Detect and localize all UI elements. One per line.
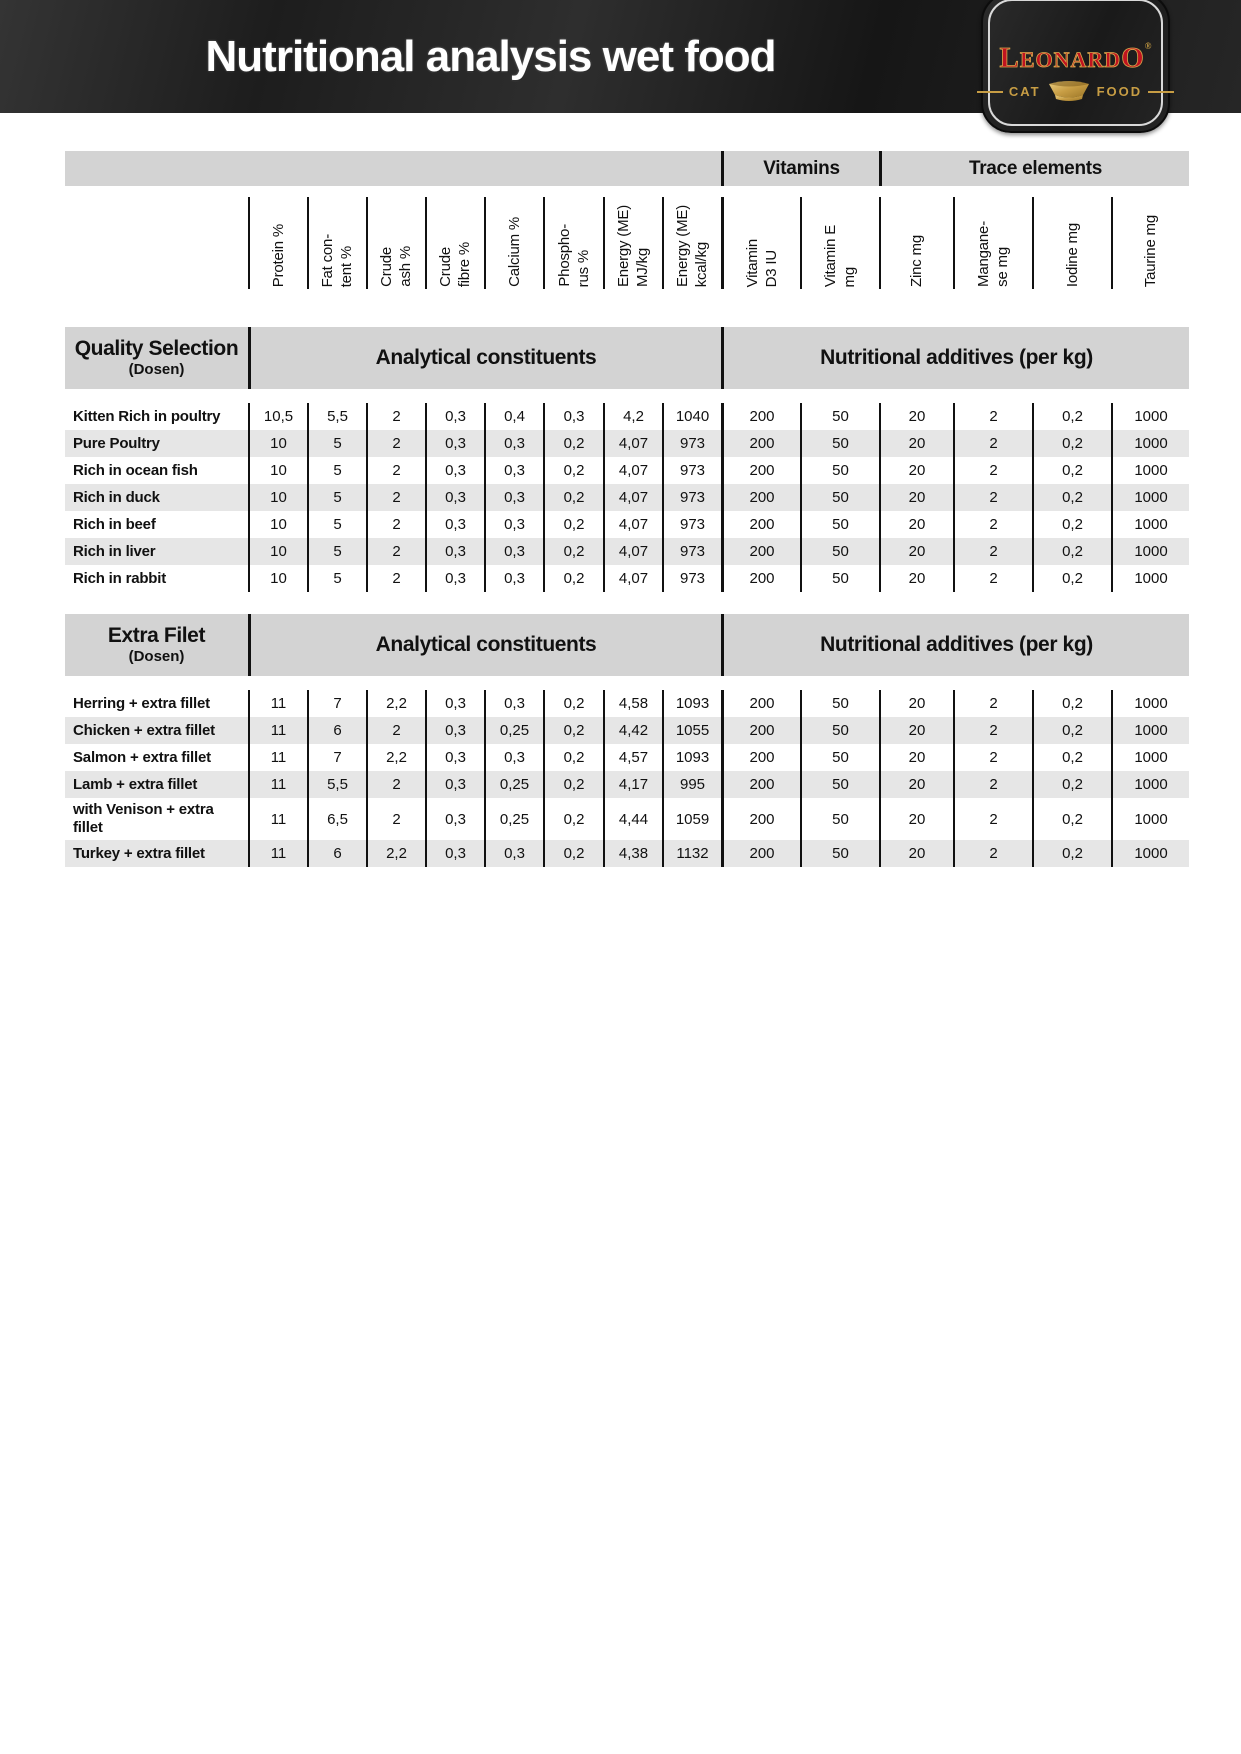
col-header-iodine (1032, 197, 1111, 289)
nutritional-additives-header: Nutritional additives (per kg) (721, 327, 1189, 389)
cell-vitamin-d3: 200 (721, 457, 800, 484)
section-band (65, 614, 1189, 676)
cell-crude-fibre: 0,3 (425, 403, 484, 430)
cell-iodine: 0,2 (1032, 511, 1111, 538)
cell-crude-ash: 2 (366, 771, 425, 798)
cell-vitamin-d3: 200 (721, 690, 800, 717)
cell-calcium: 0,3 (484, 690, 543, 717)
row-label: Chicken + extra fillet (73, 721, 215, 739)
cell-crude-fibre: 0,3 (425, 744, 484, 771)
logo-wordmark (1000, 42, 1152, 73)
cell-crude-fibre: 0,3 (425, 565, 484, 592)
col-header-text: Crude (378, 247, 396, 287)
cell-protein: 10 (248, 538, 307, 565)
logo-letter: O (1121, 42, 1145, 74)
col-header-zinc (879, 197, 953, 289)
logo-content (983, 42, 1168, 103)
cell-vitamin-e: 50 (800, 717, 879, 744)
cell-protein: 11 (248, 798, 307, 840)
logo-letter: L (999, 42, 1020, 74)
col-header-text: fibre % (456, 241, 473, 287)
cell-crude-fibre: 0,3 (425, 538, 484, 565)
cell-energy-mj: 4,07 (603, 484, 662, 511)
cat-bowl-icon (1047, 80, 1091, 103)
cell-energy-kcal: 973 (662, 538, 721, 565)
col-header-fat-content (307, 197, 366, 289)
cell-vitamin-e: 50 (800, 457, 879, 484)
cell-phosphorus: 0,2 (543, 798, 603, 840)
col-header-text: tent % (338, 245, 355, 287)
col-header-text: Iodine mg (1063, 222, 1081, 287)
cell-energy-kcal: 1055 (662, 717, 721, 744)
cell-manganese: 2 (953, 538, 1032, 565)
cell-zinc: 20 (879, 403, 953, 430)
cell-energy-mj: 4,07 (603, 511, 662, 538)
cell-vitamin-d3: 200 (721, 511, 800, 538)
cell-protein: 10 (248, 430, 307, 457)
cell-iodine: 0,2 (1032, 840, 1111, 867)
section-band (65, 327, 1189, 389)
cell-iodine: 0,2 (1032, 744, 1111, 771)
row-label: Kitten Rich in poultry (73, 407, 221, 425)
cell-protein: 10 (248, 484, 307, 511)
col-header-text: Energy (ME) (674, 205, 692, 287)
group-header-bar (65, 151, 1189, 186)
nutrition-table (65, 151, 1189, 867)
cell-zinc: 20 (879, 538, 953, 565)
section-title-cell (65, 327, 248, 389)
cell-protein: 10 (248, 457, 307, 484)
cell-vitamin-d3: 200 (721, 798, 800, 840)
nutritional-additives-header: Nutritional additives (per kg) (721, 614, 1189, 676)
cell-vitamin-e: 50 (800, 744, 879, 771)
col-header-manganese (953, 197, 1032, 289)
cell-phosphorus: 0,2 (543, 840, 603, 867)
cell-taurine: 1000 (1111, 430, 1189, 457)
group-header-trace-elements: Trace elements (879, 151, 1189, 186)
cell-iodine: 0,2 (1032, 403, 1111, 430)
cell-vitamin-d3: 200 (721, 484, 800, 511)
cell-manganese: 2 (953, 798, 1032, 840)
col-header-text: Zinc mg (908, 235, 926, 287)
cell-manganese: 2 (953, 771, 1032, 798)
cell-taurine: 1000 (1111, 717, 1189, 744)
col-header-text: Phospho- (555, 224, 573, 287)
section-quality-selection (65, 327, 1189, 592)
cell-energy-mj: 4,07 (603, 565, 662, 592)
cell-fat-content: 5,5 (307, 403, 366, 430)
cell-fat-content: 5 (307, 511, 366, 538)
row-label: Rich in liver (73, 542, 156, 560)
section-subtitle: (Dosen) (128, 361, 185, 379)
cell-taurine: 1000 (1111, 538, 1189, 565)
section-subtitle: (Dosen) (128, 648, 185, 666)
cell-calcium: 0,3 (484, 840, 543, 867)
cell-fat-content: 5 (307, 565, 366, 592)
cell-phosphorus: 0,2 (543, 457, 603, 484)
analytical-constituents-header: Analytical constituents (248, 327, 721, 389)
table-sections (65, 327, 1189, 867)
row-label: Herring + extra fillet (73, 694, 210, 712)
cell-crude-ash: 2 (366, 403, 425, 430)
col-header-energy-mj (603, 197, 662, 289)
cell-iodine: 0,2 (1032, 430, 1111, 457)
cell-crude-fibre: 0,3 (425, 457, 484, 484)
cell-crude-fibre: 0,3 (425, 690, 484, 717)
cell-crude-ash: 2 (366, 798, 425, 840)
col-header-crude-fibre (425, 197, 484, 289)
table-row (65, 771, 1189, 798)
cell-phosphorus: 0,2 (543, 430, 603, 457)
cell-energy-mj: 4,07 (603, 538, 662, 565)
table-row (65, 511, 1189, 538)
cell-calcium: 0,25 (484, 798, 543, 840)
cell-vitamin-d3: 200 (721, 565, 800, 592)
cell-manganese: 2 (953, 403, 1032, 430)
cell-zinc: 20 (879, 565, 953, 592)
cell-vitamin-d3: 200 (721, 430, 800, 457)
cell-calcium: 0,25 (484, 717, 543, 744)
cell-energy-mj: 4,2 (603, 403, 662, 430)
col-header-text: Mangane- (975, 221, 993, 287)
cell-calcium: 0,3 (484, 538, 543, 565)
cell-crude-fibre: 0,3 (425, 771, 484, 798)
cell-iodine: 0,2 (1032, 538, 1111, 565)
col-header-text: MJ/kg (634, 247, 651, 287)
row-label: Pure Poultry (73, 434, 160, 452)
cell-zinc: 20 (879, 840, 953, 867)
cell-crude-ash: 2 (366, 717, 425, 744)
cell-energy-kcal: 973 (662, 457, 721, 484)
row-label: Lamb + extra fillet (73, 775, 198, 793)
cell-iodine: 0,2 (1032, 457, 1111, 484)
col-header-text: Protein % (269, 223, 287, 287)
cell-protein: 10,5 (248, 403, 307, 430)
cell-vitamin-d3: 200 (721, 744, 800, 771)
cell-phosphorus: 0,2 (543, 690, 603, 717)
cell-vitamin-d3: 200 (721, 771, 800, 798)
cell-taurine: 1000 (1111, 690, 1189, 717)
section-title: Extra Filet (107, 624, 206, 648)
cell-iodine: 0,2 (1032, 798, 1111, 840)
cell-fat-content: 6 (307, 840, 366, 867)
col-header-text: Vitamin (743, 238, 761, 287)
cell-manganese: 2 (953, 484, 1032, 511)
cell-phosphorus: 0,2 (543, 744, 603, 771)
table-row (65, 840, 1189, 867)
section-rows (65, 690, 1189, 867)
cell-energy-kcal: 995 (662, 771, 721, 798)
cell-crude-ash: 2,2 (366, 744, 425, 771)
col-header-energy-kcal (662, 197, 721, 289)
col-header-text: Calcium % (505, 217, 523, 287)
cell-vitamin-e: 50 (800, 538, 879, 565)
cell-fat-content: 5 (307, 457, 366, 484)
cell-zinc: 20 (879, 430, 953, 457)
table-row (65, 798, 1189, 840)
row-label: with Venison + extra fillet (73, 801, 214, 836)
section-title-cell (65, 614, 248, 676)
gold-rule (1148, 91, 1174, 93)
cell-taurine: 1000 (1111, 403, 1189, 430)
col-header-calcium (484, 197, 543, 289)
cell-manganese: 2 (953, 690, 1032, 717)
cell-phosphorus: 0,3 (543, 403, 603, 430)
cell-crude-fibre: 0,3 (425, 717, 484, 744)
cell-energy-mj: 4,07 (603, 457, 662, 484)
cell-manganese: 2 (953, 565, 1032, 592)
cell-fat-content: 7 (307, 690, 366, 717)
row-label: Rich in ocean fish (73, 461, 198, 479)
table-row (65, 457, 1189, 484)
cell-vitamin-e: 50 (800, 430, 879, 457)
cell-energy-kcal: 1093 (662, 744, 721, 771)
cell-calcium: 0,3 (484, 484, 543, 511)
cell-manganese: 2 (953, 840, 1032, 867)
row-label: Turkey + extra fillet (73, 844, 205, 862)
cell-protein: 10 (248, 565, 307, 592)
table-row (65, 403, 1189, 430)
cell-vitamin-e: 50 (800, 565, 879, 592)
table-row (65, 717, 1189, 744)
cell-iodine: 0,2 (1032, 771, 1111, 798)
cell-iodine: 0,2 (1032, 484, 1111, 511)
cell-crude-ash: 2,2 (366, 690, 425, 717)
cell-crude-ash: 2,2 (366, 840, 425, 867)
cell-energy-kcal: 1093 (662, 690, 721, 717)
cell-crude-ash: 2 (366, 430, 425, 457)
logo-food-label: FOOD (1096, 84, 1143, 99)
cell-energy-kcal: 1040 (662, 403, 721, 430)
cell-iodine: 0,2 (1032, 565, 1111, 592)
cell-vitamin-e: 50 (800, 690, 879, 717)
col-header-text: D3 IU (762, 249, 780, 287)
cell-manganese: 2 (953, 717, 1032, 744)
cell-fat-content: 5 (307, 538, 366, 565)
cell-phosphorus: 0,2 (543, 511, 603, 538)
table-row (65, 565, 1189, 592)
cell-taurine: 1000 (1111, 771, 1189, 798)
cell-iodine: 0,2 (1032, 690, 1111, 717)
cell-phosphorus: 0,2 (543, 484, 603, 511)
cell-energy-mj: 4,57 (603, 744, 662, 771)
column-header-spacer (65, 197, 248, 289)
cell-fat-content: 5 (307, 484, 366, 511)
cell-fat-content: 6 (307, 717, 366, 744)
col-header-text: kcal/kg (693, 241, 710, 287)
section-rows (65, 403, 1189, 592)
cell-protein: 11 (248, 717, 307, 744)
col-header-crude-ash (366, 197, 425, 289)
cell-crude-ash: 2 (366, 511, 425, 538)
cell-fat-content: 7 (307, 744, 366, 771)
cell-zinc: 20 (879, 771, 953, 798)
col-header-text: mg (841, 266, 858, 287)
page-title: Nutritional analysis wet food (205, 31, 776, 81)
section-extra-filet (65, 614, 1189, 867)
cell-vitamin-e: 50 (800, 403, 879, 430)
section-title: Quality Selection (74, 337, 239, 361)
table-row (65, 430, 1189, 457)
cell-crude-fibre: 0,3 (425, 511, 484, 538)
cell-manganese: 2 (953, 744, 1032, 771)
cell-protein: 11 (248, 744, 307, 771)
cell-vitamin-e: 50 (800, 840, 879, 867)
col-header-phosphorus (543, 197, 603, 289)
row-label: Rich in rabbit (73, 569, 167, 587)
cell-energy-mj: 4,38 (603, 840, 662, 867)
cell-energy-kcal: 973 (662, 484, 721, 511)
col-header-text: rus % (574, 249, 592, 287)
cell-calcium: 0,25 (484, 771, 543, 798)
cell-zinc: 20 (879, 717, 953, 744)
cell-phosphorus: 0,2 (543, 717, 603, 744)
cell-zinc: 20 (879, 690, 953, 717)
col-header-text: Vitamin E (822, 224, 840, 287)
cell-energy-mj: 4,42 (603, 717, 662, 744)
analytical-constituents-header: Analytical constituents (248, 614, 721, 676)
cell-calcium: 0,4 (484, 403, 543, 430)
cell-zinc: 20 (879, 511, 953, 538)
cell-crude-fibre: 0,3 (425, 484, 484, 511)
cell-vitamin-d3: 200 (721, 840, 800, 867)
cell-vitamin-e: 50 (800, 798, 879, 840)
cell-crude-ash: 2 (366, 484, 425, 511)
cell-protein: 11 (248, 771, 307, 798)
cell-phosphorus: 0,2 (543, 565, 603, 592)
cell-zinc: 20 (879, 798, 953, 840)
col-header-vitamin-d3 (721, 197, 800, 289)
col-header-text: Crude (437, 247, 455, 287)
logo-subline (977, 80, 1174, 103)
cell-taurine: 1000 (1111, 744, 1189, 771)
table-row (65, 538, 1189, 565)
gold-rule (977, 91, 1003, 93)
cell-iodine: 0,2 (1032, 717, 1111, 744)
cell-zinc: 20 (879, 744, 953, 771)
cell-vitamin-e: 50 (800, 484, 879, 511)
logo-cat-label: CAT (1008, 84, 1041, 99)
cell-manganese: 2 (953, 457, 1032, 484)
row-label: Rich in duck (73, 488, 160, 506)
registered-mark: ® (1144, 41, 1152, 51)
table-row (65, 484, 1189, 511)
cell-energy-mj: 4,07 (603, 430, 662, 457)
header-band (0, 0, 1241, 113)
cell-vitamin-d3: 200 (721, 538, 800, 565)
cell-energy-kcal: 1132 (662, 840, 721, 867)
cell-vitamin-d3: 200 (721, 403, 800, 430)
col-header-text: se mg (994, 247, 1011, 287)
group-header-vitamins: Vitamins (721, 151, 879, 186)
cell-vitamin-e: 50 (800, 511, 879, 538)
cell-fat-content: 6,5 (307, 798, 366, 840)
cell-phosphorus: 0,2 (543, 538, 603, 565)
cell-manganese: 2 (953, 511, 1032, 538)
cell-energy-kcal: 1059 (662, 798, 721, 840)
row-label: Salmon + extra fillet (73, 748, 211, 766)
cell-calcium: 0,3 (484, 744, 543, 771)
cell-taurine: 1000 (1111, 840, 1189, 867)
group-header-empty (65, 151, 721, 186)
col-header-text: Taurine mg (1142, 214, 1160, 287)
cell-crude-fibre: 0,3 (425, 840, 484, 867)
cell-energy-mj: 4,44 (603, 798, 662, 840)
col-header-taurine (1111, 197, 1189, 289)
cell-zinc: 20 (879, 457, 953, 484)
cell-protein: 11 (248, 690, 307, 717)
cell-vitamin-d3: 200 (721, 717, 800, 744)
cell-protein: 10 (248, 511, 307, 538)
cell-phosphorus: 0,2 (543, 771, 603, 798)
cell-taurine: 1000 (1111, 511, 1189, 538)
cell-calcium: 0,3 (484, 511, 543, 538)
cell-vitamin-e: 50 (800, 771, 879, 798)
cell-calcium: 0,3 (484, 457, 543, 484)
cell-calcium: 0,3 (484, 430, 543, 457)
col-header-text: Fat con- (319, 233, 337, 287)
cell-energy-kcal: 973 (662, 430, 721, 457)
cell-taurine: 1000 (1111, 457, 1189, 484)
col-header-vitamin-e (800, 197, 879, 289)
cell-taurine: 1000 (1111, 798, 1189, 840)
cell-taurine: 1000 (1111, 484, 1189, 511)
column-headers-row (65, 197, 1189, 289)
cell-energy-mj: 4,58 (603, 690, 662, 717)
cell-fat-content: 5,5 (307, 771, 366, 798)
cell-crude-ash: 2 (366, 565, 425, 592)
cell-taurine: 1000 (1111, 565, 1189, 592)
col-header-text: Energy (ME) (615, 205, 633, 287)
cell-crude-ash: 2 (366, 457, 425, 484)
row-label: Rich in beef (73, 515, 156, 533)
col-header-text: ash % (397, 246, 414, 287)
cell-crude-ash: 2 (366, 538, 425, 565)
cell-fat-content: 5 (307, 430, 366, 457)
table-row (65, 744, 1189, 771)
cell-zinc: 20 (879, 484, 953, 511)
cell-calcium: 0,3 (484, 565, 543, 592)
cell-energy-kcal: 973 (662, 511, 721, 538)
cell-crude-fibre: 0,3 (425, 798, 484, 840)
cell-energy-kcal: 973 (662, 565, 721, 592)
table-row (65, 690, 1189, 717)
logo-letters: EONARD (1019, 47, 1122, 72)
leonardo-logo (981, 0, 1170, 133)
cell-energy-mj: 4,17 (603, 771, 662, 798)
cell-manganese: 2 (953, 430, 1032, 457)
cell-protein: 11 (248, 840, 307, 867)
cell-crude-fibre: 0,3 (425, 430, 484, 457)
col-header-protein (248, 197, 307, 289)
